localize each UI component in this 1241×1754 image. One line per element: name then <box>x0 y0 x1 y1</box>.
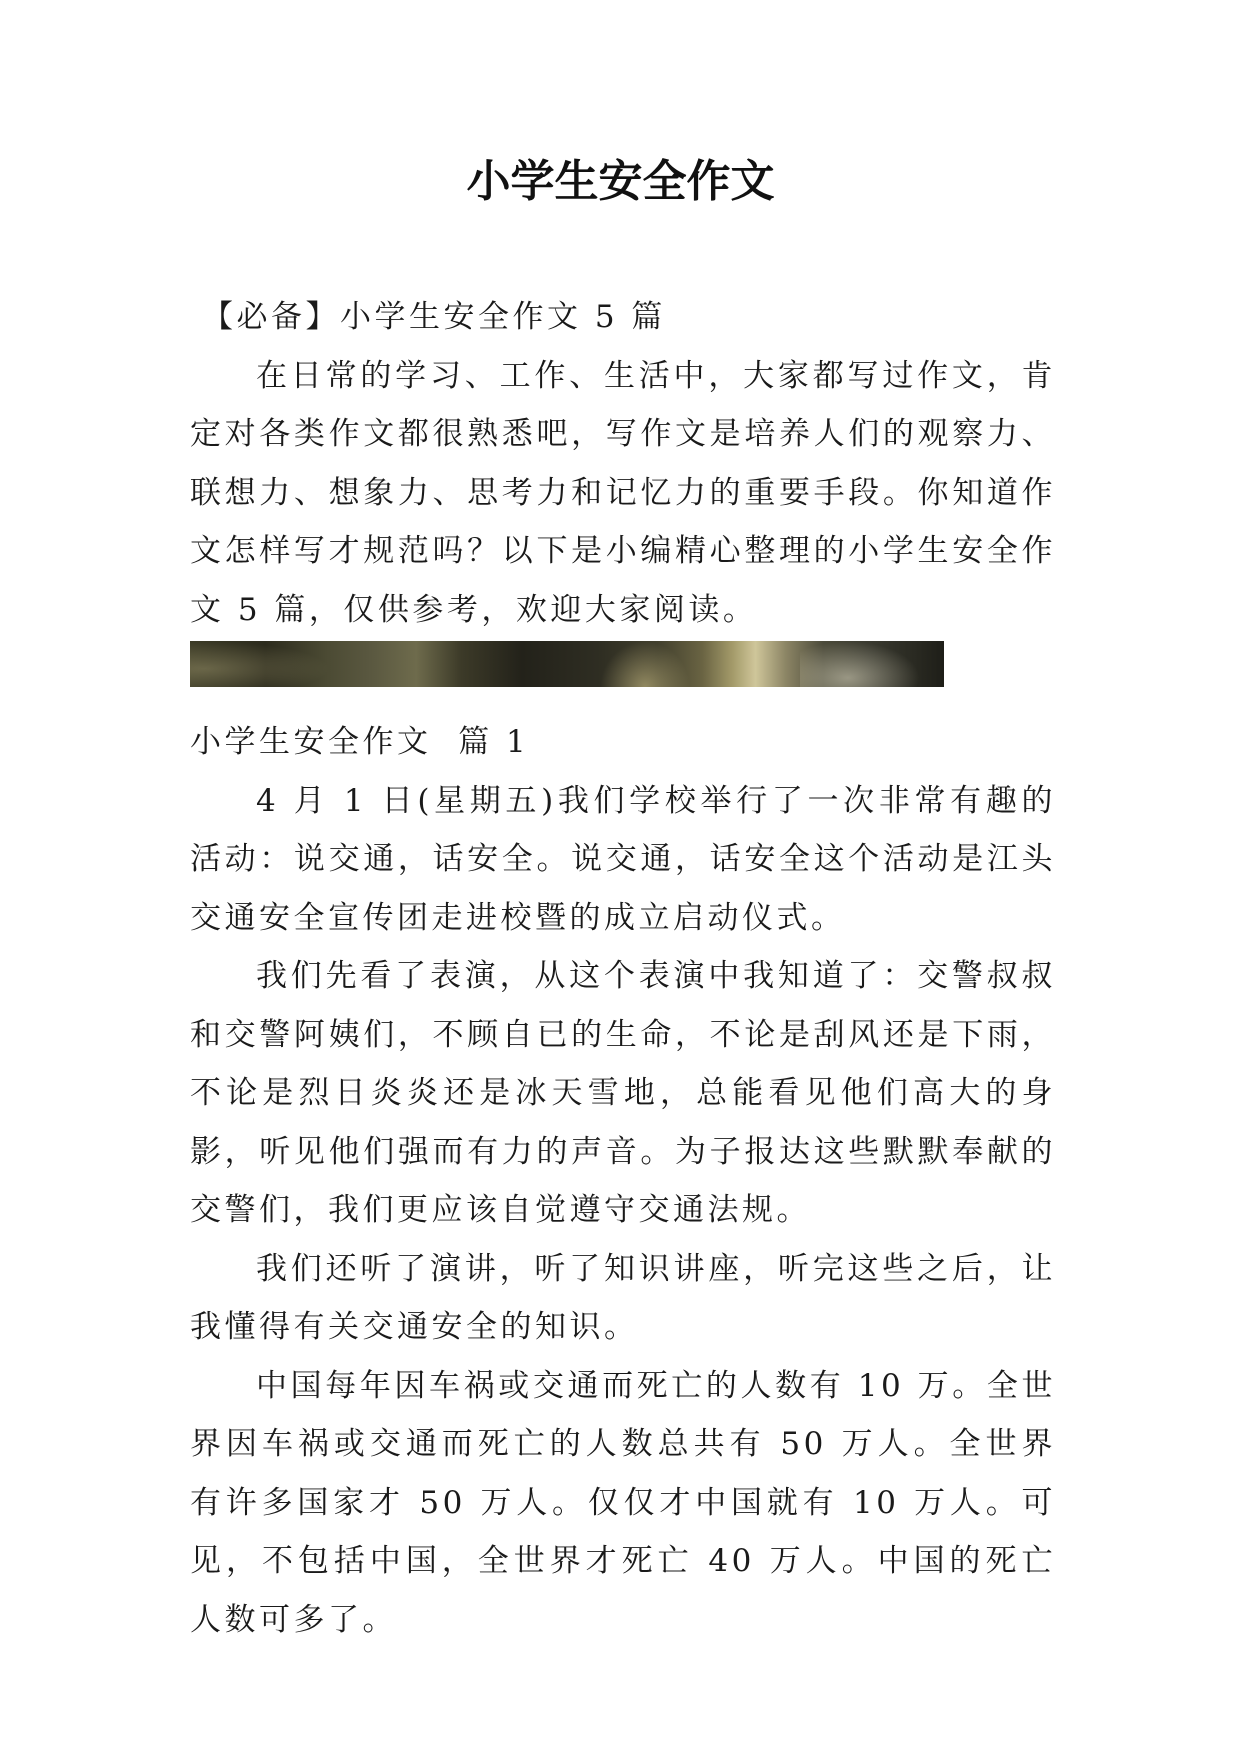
document-headline: 【必备】小学生安全作文 5 篇 <box>202 299 666 335</box>
intro-paragraph: 在日常的学习、工作、生活中，大家都写过作文，肯定对各类作文都很熟悉吧，写作文是培养人们的观察力、联想力、想象力、思考力和记忆力的重要手段。你知道作文怎样写才规范吗？以下是小编精心整理的小学生安全作文 5 篇，仅供参考，欢迎大家阅读。 <box>190 357 1056 628</box>
body-paragraph: 中国每年因车祸或交通而死亡的人数有 10 万。全世界因车祸或交通而死亡的人数总共有 50 万人。全世界有许多国家才 50 万人。仅仅才中国就有 10 万人。可见，不包括中国，全世界才死亡 40 万人。中国的死亡人数可多了。 <box>190 1367 1056 1638</box>
document-body <box>190 288 1056 1649</box>
body-paragraph: 我们先看了表演，从这个表演中我知道了：交警叔叔和交警阿姨们，不顾自已的生命，不论是刮风还是下雨，不论是烈日炎炎还是冰天雪地，总能看见他们高大的身影，听见他们强而有力的声音。为子报达这些默默奉献的交警们，我们更应该自觉遵守交通法规。 <box>190 958 1056 1228</box>
document-title: 小学生安全作文 <box>466 156 775 207</box>
section-heading: 小学生安全作文 篇 1 <box>190 724 530 760</box>
body-paragraph: 4 月 1 日(星期五)我们学校举行了一次非常有趣的活动：说交通，话安全。说交通，话安全这个活动是江头交通安全宣传团走进校暨的成立启动仪式。 <box>190 782 1056 936</box>
photo-strip-image <box>190 641 944 687</box>
body-paragraph: 我们还听了演讲，听了知识讲座，听完这些之后，让我懂得有关交通安全的知识。 <box>190 1250 1056 1345</box>
